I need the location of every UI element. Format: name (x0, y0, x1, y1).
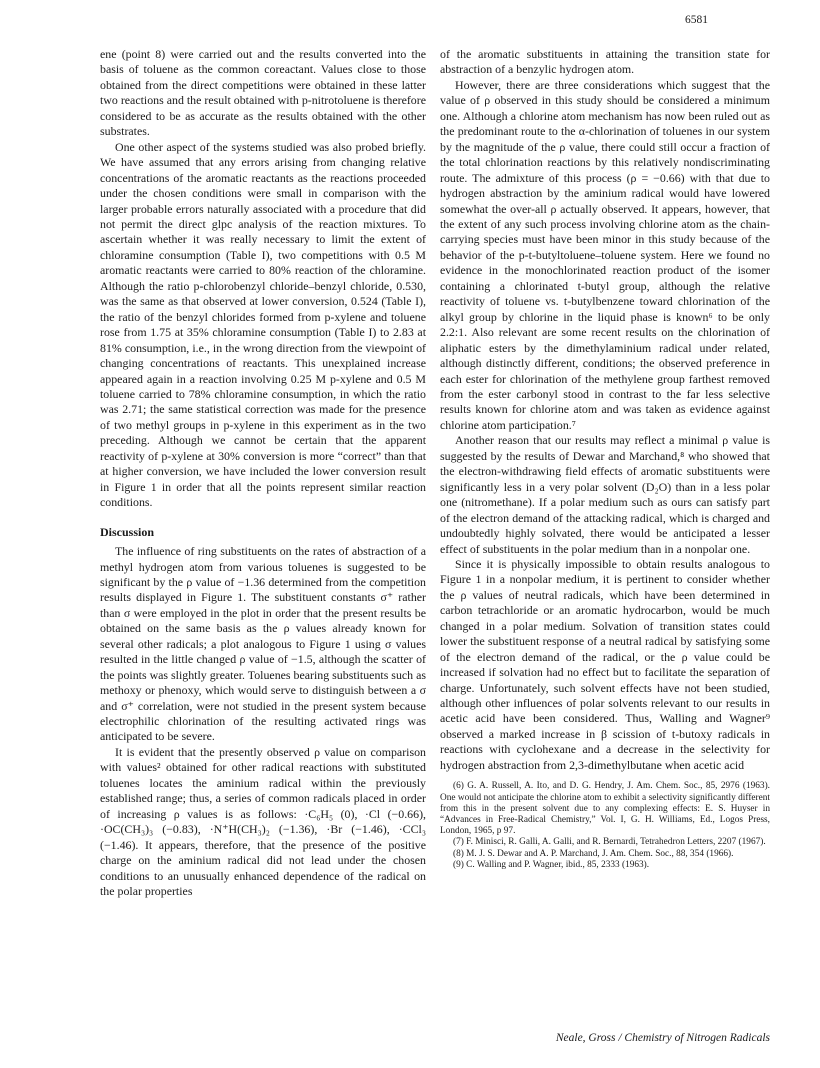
paragraph: of the aromatic substituents in attaining the transition state for abstraction of a benzylic hydrogen atom. (440, 47, 770, 77)
paragraph: The influence of ring substituents on the rates of abstraction of a methyl hydrogen atom from various toluenes is suggested to be significant by the ρ value of −1.36 determined from the competition results displayed in Figure 1. The substituent constants σ⁺ rather than σ were employed in the plot in order that the present results be obtained on the same basis as the ρ values already known for several other radicals; a plot analogous to Figure 1 using σ values resulted in the little changed ρ value of −1.5, although the scatter of the points was slightly greater. Toluenes bearing substituents such as methoxy or phenoxy, which would serve to distinguish between a σ and σ⁺ correlation, were not studied in the present system because electrophilic chlorination of the resulting activated rings was anticipated to be severe. (100, 544, 426, 744)
left-column (100, 47, 426, 899)
running-footer: Neale, Gross / Chemistry of Nitrogen Radicals (555, 1032, 770, 1044)
paragraph: It is evident that the presently observed ρ value on comparison with values² obtained for other radical reactions with substituted toluenes locates the aminium radical within the previously established range; thus, a series of common radicals placed in order of increasing ρ values is as follows: ·C₆H₅ (0), ·Cl (−0.66), ·OC(CH₃)₃ (−0.83), ·N⁺H(CH₃)₂ (−1.36), ·Br (−1.46), ·CCl₃ (−1.46). It appears, therefore, that the presence of the positive charge on the aminium radical did not lead under the chosen conditions to an unusually enhanced dependence of the radical on the polar properties (100, 744, 426, 899)
footnote: (9) C. Walling and P. Wagner, ibid., 85, 2333 (1963). (453, 859, 650, 870)
footnote: (7) F. Minisci, R. Galli, A. Galli, and R. Bernardi, Tetrahedron Letters, 2207 (1967). (453, 837, 766, 848)
right-column (440, 47, 770, 871)
section-heading: Discussion (100, 524, 155, 539)
paragraph: Since it is physically impossible to obtain results analogous to Figure 1 in a nonpolar medium, it is pertinent to consider whether the ρ values of neutral radicals, which have been determined in carbon tetrachloride or an aromatic hydrocarbon, would be much changed in a polar medium. Solvation of transition states could lower the substituent response of a neutral radical by satisfying some of the electron demand of the radical, or the ρ value could be increased if solvation had no effect but to facilitate the separation of charge. Unfortunately, such solvent effects have not been studied, although other influences of polar solvents relevant to our results in acetic acid have been considered. Thus, Walling and Wagner⁹ observed a marked increase in β scission of t-butoxy radicals in reactions with cyclohexane and a decrease in the selectivity for hydrogen abstraction from 2,3-dimethylbutane when acetic acid (440, 556, 770, 772)
paragraph: ene (point 8) were carried out and the results converted into the basis of toluene as the common coreactant. Values close to those obtained from the direct competitions were obtained in these latter two reactions and the result obtained with p-nitrotoluene is therefore considered to be as accurate as the results obtained with the other substrates. (100, 47, 426, 139)
paragraph: One other aspect of the systems studied was also probed briefly. We have assumed that any errors arising from changing relative concentrations of the aromatic reactants as the reactions proceeded under the chosen conditions were small in comparison with the larger probable errors naturally associated with a procedure that did not permit the direct glpc analysis of the reaction mixtures. To ascertain whether it was really necessary to limit the extent of chloramine consumption (Table I), two competitions with 0.5 M aromatic reactants were carried to 80% reaction of the chloramine. Although the ratio p-chlorobenzyl chloride–benzyl chloride, 0.530, was the same as that observed at lower conversion, 0.524 (Table I), the ratio of the benzyl chlorides formed from p-xylene and toluene rose from 1.75 at 35% chloramine consumption (Table I) to 2.83 at 81% consumption, i.e., in the wrong direction from the viewpoint of changing concentrations of reactants. This unexplained increase appeared again in a reaction involving 0.25 M p-xylene and 0.5 M toluene carried to 78% chloramine consumption, in which the ratio was 2.71; the same statistical correction was made for the presence of two methyl groups in p-xylene in this experiment as in the two preceding. Although we cannot be certain that the apparent reactivity of p-xylene at 30% conversion is more “correct” than that at higher conversion, we have included the lower conversion result in Figure 1 in order that all the points represent similar reaction conditions. (100, 139, 426, 510)
paragraph: Another reason that our results may reflect a minimal ρ value is suggested by the results of Dewar and Marchand,⁸ who showed that the electron-withdrawing field effects of aromatic substituents were significantly less in a very polar solvent (D₂O) than in a less polar one (nitromethane). If a polar medium such as ours can satisfy part of the electron demand of the attacking radical, which is charged and undoubtedly highly solvated, there would be anticipated a lesser effect of substituents in the polar medium than in a nonpolar one. (440, 433, 770, 556)
footnote: (8) M. J. S. Dewar and A. P. Marchand, J. Am. Chem. Soc., 88, 354 (1966). (453, 848, 734, 859)
footnote: (6) G. A. Russell, A. Ito, and D. G. Hendry, J. Am. Chem. Soc., 85, 2976 (1963). One would not anticipate the chlorine atom to exhibit a selectivity significantly different from this in the present solvent due to any complexing effects: E. S. Huyser in “Advances in Free-Radical Chemistry,” Vol. I, G. H. Williams, Ed., Logos Press, London, 1965, p 97. (440, 781, 770, 837)
page-number: 6581 (685, 14, 708, 26)
footnotes (440, 781, 770, 871)
paragraph: However, there are three considerations which suggest that the value of ρ observed in this study should be considered a minimum one. Although a chlorine atom mechanism has now been ruled out as the predominant route to the α-chlorination of toluenes in our system by the magnitude of the ρ value, there could still occur a fraction of the total chlorination reactions by this relatively nondiscriminating route. The admixture of this process (ρ = −0.66) with that due to hydrogen abstraction by the aminium radical would have lowered somewhat the over-all ρ actually observed. It appears, however, that the extent of any such process involving chlorine atom as the chain-carrying species must have been minor in this study because of the behavior of the p-t-butyltoluene–toluene system. Here we found no evidence in the monochlorinated reaction product of the isomer containing a chlorinated t-butyl group, although the relative reactivity of toluene vs. t-butylbenzene toward chlorination of the alkyl group by chlorine in the liquid phase is known⁶ to be only 2.2:1. Also relevant are some recent results on the chlorination of aliphatic esters by the dimethylaminium radical under related, although distinctly different, conditions; the observed preference in each ester for chlorination of the methylene group farthest removed from the ester carbonyl stood in contrast to the far less selective results known for chlorine atom and was taken as evidence against chlorine atom participation.⁷ (440, 77, 770, 432)
